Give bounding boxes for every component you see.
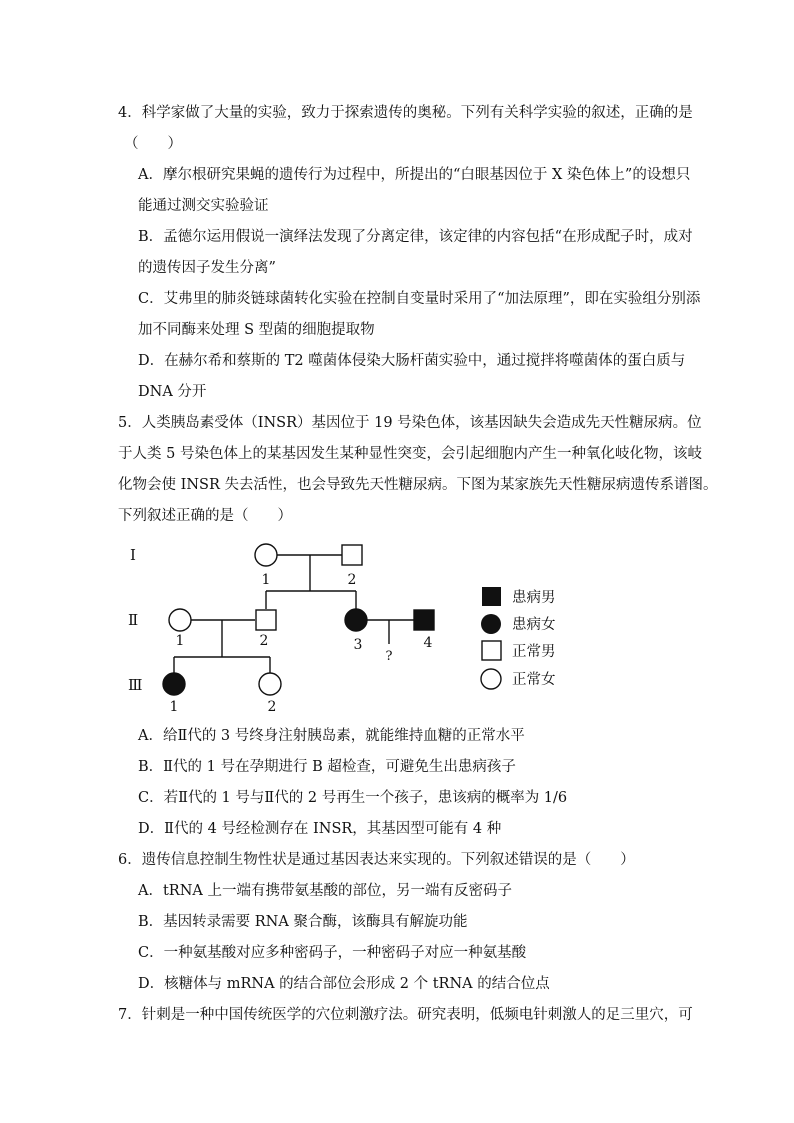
legend-affected-male-label: 患病男 xyxy=(512,590,556,606)
q6-option-b: B．基因转录需要 RNA 聚合酶，该酶具有解旋功能 xyxy=(138,914,468,930)
III2-number: 2 xyxy=(267,699,277,715)
q4-option-d-line2: DNA 分开 xyxy=(138,384,207,400)
q4-option-b-line1: B．孟德尔运用假说一演绎法发现了分离定律，该定律的内容包括“在形成配子时，成对 xyxy=(138,229,693,245)
q4-option-a-line1: A．摩尔根研究果蝇的遗传行为过程中，所提出的“白眼基因位于 X 染色体上”的设想只 xyxy=(138,167,691,183)
q4-stem: 4．科学家做了大量的实验，致力于探索遗传的奥秘。下列有关科学实验的叙述，正确的是 xyxy=(118,105,693,121)
legend-normal-female-icon xyxy=(481,669,501,689)
legend-normal-female-label: 正常女 xyxy=(512,672,556,688)
q4-option-b-line2: 的遗传因子发生分离” xyxy=(138,260,276,276)
generation-III-label: Ⅲ xyxy=(128,676,143,694)
q6-option-a: A．tRNA 上一端有携带氨基酸的部位，另一端有反密码子 xyxy=(138,883,512,899)
II2-number: 2 xyxy=(259,633,269,649)
legend-affected-female-label: 患病女 xyxy=(512,617,556,633)
q5-option-d: D．Ⅱ代的 4 号经检测存在 INSR，其基因型可能有 4 种 xyxy=(138,821,502,837)
q5-option-c: C．若Ⅱ代的 1 号与Ⅱ代的 2 号再生一个孩子，患该病的概率为 1/6 xyxy=(138,790,568,806)
I1-normal-female xyxy=(255,544,277,566)
III1-affected-female xyxy=(163,673,185,695)
pedigree-legend xyxy=(481,587,556,689)
q4-answer-paren: （ ） xyxy=(124,136,182,152)
q6-option-d: D．核糖体与 mRNA 的结合部位会形成 2 个 tRNA 的结合位点 xyxy=(138,976,550,992)
II1-normal-female xyxy=(169,609,191,631)
II1-number: 1 xyxy=(175,633,185,649)
q5-stem-line2: 于人类 5 号染色体上的某基因发生某种显性突变，会引起细胞内产生一种氧化岐化物，该岐 xyxy=(118,446,702,462)
III2-normal-female xyxy=(259,673,281,695)
q7-stem: 7．针刺是一种中国传统医学的穴位刺激疗法。研究表明，低频电针刺激人的足三里穴，可 xyxy=(118,1007,693,1023)
q5-option-a: A．给Ⅱ代的 3 号终身注射胰岛素，就能维持血糖的正常水平 xyxy=(138,728,525,744)
generation-II-label: Ⅱ xyxy=(128,611,139,629)
q5-stem-line1: 5．人类胰岛素受体（INSR）基因位于 19 号染色体，该基因缺失会造成先天性糖尿病。位 xyxy=(118,415,702,431)
I2-normal-male xyxy=(342,545,362,565)
q4-option-a-line2: 能通过测交实验验证 xyxy=(138,198,269,214)
q4-option-c-line1: C．艾弗里的肺炎链球菌转化实验在控制自变量时采用了“加法原理”，即在实验组分别添 xyxy=(138,291,701,307)
q4-option-d-line1: D．在赫尔希和蔡斯的 T2 噬菌体侵染大肠杆菌实验中，通过搅拌将噬菌体的蛋白质与 xyxy=(138,353,686,369)
q6-option-c: C．一种氨基酸对应多种密码子，一种密码子对应一种氨基酸 xyxy=(138,945,527,961)
II4-number: 4 xyxy=(423,635,433,651)
q4-option-c-line2: 加不同酶来处理 S 型菌的细胞提取物 xyxy=(138,322,375,338)
q5-stem-line3: 化物会使 INSR 失去活性，也会导致先天性糖尿病。下图为某家族先天性糖尿病遗传系谱图。 xyxy=(118,477,718,493)
II4-affected-male xyxy=(414,610,434,630)
I2-number: 2 xyxy=(347,572,357,588)
I1-number: 1 xyxy=(261,572,271,588)
generation-I-label: Ⅰ xyxy=(130,546,136,564)
legend-normal-male-label: 正常男 xyxy=(512,644,556,660)
unknown-child-mark: ? xyxy=(385,649,393,664)
II3-number: 3 xyxy=(353,637,363,653)
III1-number: 1 xyxy=(169,699,179,715)
q5-option-b: B．Ⅱ代的 1 号在孕期进行 B 超检查，可避免生出患病孩子 xyxy=(138,759,516,775)
legend-affected-female-icon xyxy=(481,614,501,634)
legend-affected-male-icon xyxy=(482,587,501,606)
II2-normal-male xyxy=(256,610,276,630)
legend-normal-male-icon xyxy=(482,641,501,660)
q5-stem-line4: 下列叙述正确的是（ ） xyxy=(118,508,292,524)
q6-stem: 6．遗传信息控制生物性状是通过基因表达来实现的。下列叙述错误的是（ ） xyxy=(118,852,635,868)
II3-affected-female xyxy=(345,609,367,631)
